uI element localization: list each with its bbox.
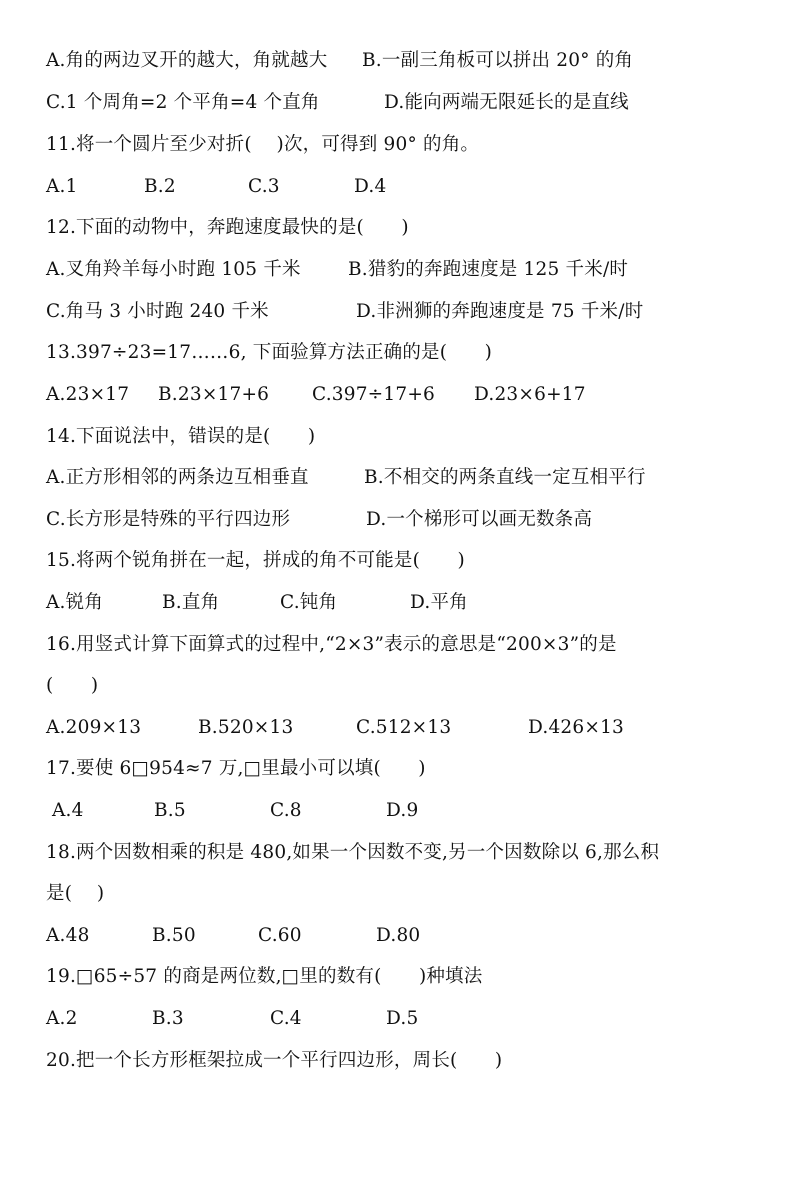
q11-option-b: B.2 — [144, 176, 176, 197]
q13-option-c: C.397÷17+6 — [312, 384, 435, 405]
q11-option-a: A.1 — [46, 176, 78, 197]
q19-option-d: D.5 — [386, 1008, 419, 1029]
q19-options — [46, 1004, 419, 1034]
q17-option-c: C.8 — [270, 800, 302, 821]
q19-text: 19.□65÷57 的商是两位数,□里的数有( )种填法 — [46, 966, 483, 987]
q16-option-b: B.520×13 — [198, 717, 294, 738]
q16-option-a: A.209×13 — [46, 717, 142, 738]
q18-options — [46, 921, 421, 951]
q18-option-b: B.50 — [152, 925, 196, 946]
q15-option-b: B.直角 — [162, 592, 220, 613]
q18-option-c: C.60 — [258, 925, 302, 946]
q15-text: 15.将两个锐角拼在一起，拼成的角不可能是( ) — [46, 550, 465, 571]
q12-option-d: D.非洲狮的奔跑速度是 75 千米/时 — [356, 301, 644, 322]
q14-option-c: C.长方形是特殊的平行四边形 — [46, 509, 291, 530]
q13-options — [46, 380, 586, 410]
q14-options-row-1 — [46, 463, 646, 493]
q12-option-c: C.角马 3 小时跑 240 千米 — [46, 301, 269, 322]
q17-option-b: B.5 — [154, 800, 186, 821]
q10-options-row-2 — [46, 88, 629, 118]
q11-option-c: C.3 — [248, 176, 280, 197]
q13-option-a: A.23×17 — [46, 384, 130, 405]
q17-options — [46, 796, 419, 826]
q17-option-d: D.9 — [386, 800, 419, 821]
q12-option-a: A.叉角羚羊每小时跑 105 千米 — [46, 259, 301, 280]
q10-option-c: C.1 个周角=2 个平角=4 个直角 — [46, 92, 320, 113]
q12-options-row-1 — [46, 255, 629, 285]
q18-text-continued: 是( ) — [46, 883, 105, 904]
q18-text: 18.两个因数相乘的积是 480,如果一个因数不变,另一个因数除以 6,那么积 — [46, 842, 660, 863]
q14-options-row-2 — [46, 505, 593, 535]
q14-option-b: B.不相交的两条直线一定互相平行 — [364, 467, 646, 488]
q11-options — [46, 172, 387, 202]
q19-option-a: A.2 — [46, 1008, 78, 1029]
q18-option-a: A.48 — [46, 925, 90, 946]
q16-blank: ( ) — [46, 675, 99, 696]
q12-option-b: B.猎豹的奔跑速度是 125 千米/时 — [348, 259, 629, 280]
q13-option-d: D.23×6+17 — [474, 384, 586, 405]
q12-options-row-2 — [46, 297, 644, 327]
q16-option-d: D.426×13 — [528, 717, 625, 738]
q14-text: 14.下面说法中，错误的是( ) — [46, 426, 316, 447]
q11-option-d: D.4 — [354, 176, 387, 197]
q15-options — [46, 588, 468, 618]
q15-option-a: A.锐角 — [46, 592, 104, 613]
q14-option-a: A.正方形相邻的两条边互相垂直 — [46, 467, 309, 488]
q16-text: 16.用竖式计算下面算式的过程中,“2×3”表示的意思是“200×3”的是 — [46, 634, 617, 655]
q10-option-a: A.角的两边叉开的越大，角就越大 — [46, 50, 328, 71]
q13-text: 13.397÷23=17……6, 下面验算方法正确的是( ) — [46, 342, 492, 363]
q15-option-d: D.平角 — [410, 592, 468, 613]
q10-options-row-1 — [46, 46, 634, 76]
q16-options — [46, 713, 625, 743]
q20-text: 20.把一个长方形框架拉成一个平行四边形，周长( ) — [46, 1050, 503, 1071]
q19-option-c: C.4 — [270, 1008, 302, 1029]
q16-option-c: C.512×13 — [356, 717, 452, 738]
q14-option-d: D.一个梯形可以画无数条高 — [366, 509, 593, 530]
q11-text: 11.将一个圆片至少对折( )次，可得到 90° 的角。 — [46, 134, 480, 155]
q19-option-b: B.3 — [152, 1008, 184, 1029]
q17-text: 17.要使 6□954≈7 万,□里最小可以填( ) — [46, 758, 426, 779]
q10-option-b: B.一副三角板可以拼出 20° 的角 — [362, 50, 634, 71]
q17-option-a: A.4 — [52, 800, 84, 821]
q12-text: 12.下面的动物中，奔跑速度最快的是( ) — [46, 217, 409, 238]
q15-option-c: C.钝角 — [280, 592, 338, 613]
q10-option-d: D.能向两端无限延长的是直线 — [384, 92, 629, 113]
q18-option-d: D.80 — [376, 925, 421, 946]
q13-option-b: B.23×17+6 — [158, 384, 270, 405]
